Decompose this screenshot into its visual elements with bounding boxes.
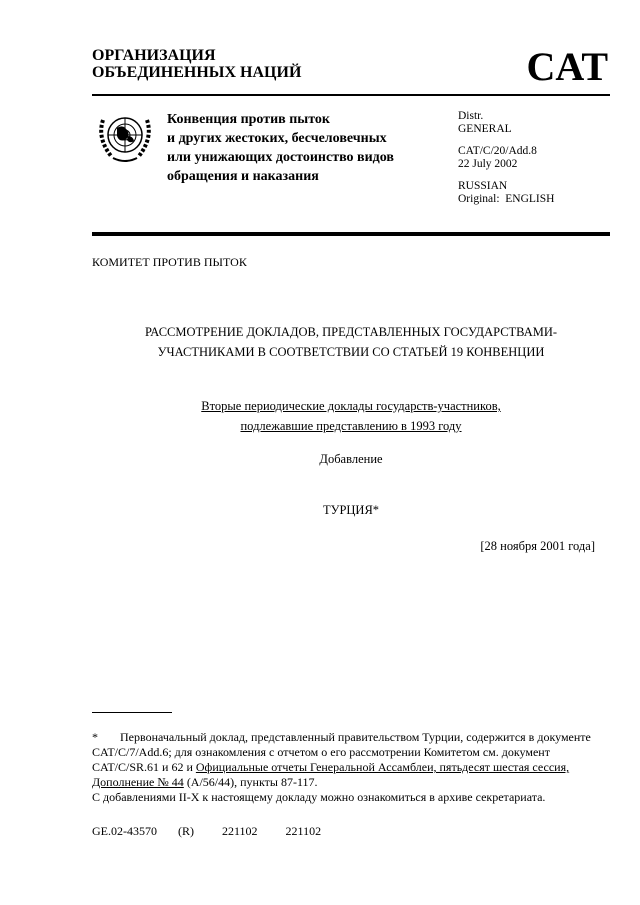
- country-name: ТУРЦИЯ*: [322, 503, 380, 517]
- title-line: УЧАСТНИКАМИ В СООТВЕТСТВИИ СО СТАТЬЕЙ 19 КОНВЕНЦИИ: [157, 345, 545, 359]
- report-date: [28 ноября 2001 года]: [480, 539, 595, 553]
- footnote: [92, 730, 597, 805]
- title-line: РАССМОТРЕНИЕ ДОКЛАДОВ, ПРЕДСТАВЛЕННЫХ ГОСУДАРСТВАМИ-: [144, 325, 558, 339]
- footnote-reference: Официальные отчеты Генеральной Ассамблеи, пятьдесят шестая сессия, Дополнение № 44: [92, 760, 570, 789]
- convention-line: Конвенция против пыток: [167, 112, 330, 127]
- divider: [92, 94, 610, 96]
- document-symbol-large: CAT: [526, 44, 608, 89]
- addendum-label: Добавление: [319, 452, 383, 466]
- footnote-text: С добавлениями II-X к настоящему докладу можно ознакомиться в архиве секретариата.: [92, 790, 546, 804]
- doc-symbol: CAT/C/20/Add.8: [458, 145, 537, 157]
- document-title: [92, 322, 610, 362]
- convention-title: [167, 110, 394, 186]
- subtitle: [92, 396, 610, 436]
- org-line: ОРГАНИЗАЦИЯ: [92, 47, 216, 64]
- divider-thick: [92, 232, 610, 236]
- job-code: GE.02-43570 (R) 221102 221102: [92, 824, 322, 838]
- organization-name: [92, 47, 301, 81]
- convention-line: обращения и наказания: [167, 169, 319, 184]
- convention-line: и других жестоких, бесчеловечных: [167, 131, 387, 146]
- doc-date: 22 July 2002: [458, 158, 518, 170]
- original-language: Original: ENGLISH: [458, 193, 555, 205]
- footnote-text: Первоначальный доклад, представленный правительством Турции, содержится в документе CAT/C/7/Add.6; для ознакомления с отчетом о его рассмотрении Комитетом см. документ CAT/C/SR.61 и 62 и: [92, 730, 591, 774]
- subtitle-line: Вторые периодические доклады государств-участников,: [201, 399, 501, 413]
- subtitle-line: подлежавшие представлению в 1993 году: [240, 419, 462, 433]
- un-emblem-icon: [95, 108, 155, 166]
- doc-language: RUSSIAN: [458, 180, 508, 192]
- footnote-text: (A/56/44), пункты 87-117.: [183, 775, 318, 789]
- footnote-divider: [92, 712, 172, 713]
- footnote-marker: *: [92, 730, 98, 744]
- distr-value: GENERAL: [458, 123, 512, 135]
- committee-name: КОМИТЕТ ПРОТИВ ПЫТОК: [92, 255, 247, 269]
- distr-label: Distr.: [458, 110, 484, 122]
- org-line: ОБЪЕДИНЕННЫХ НАЦИЙ: [92, 64, 302, 81]
- convention-line: или унижающих достоинство видов: [167, 150, 394, 165]
- document-meta: [458, 110, 554, 206]
